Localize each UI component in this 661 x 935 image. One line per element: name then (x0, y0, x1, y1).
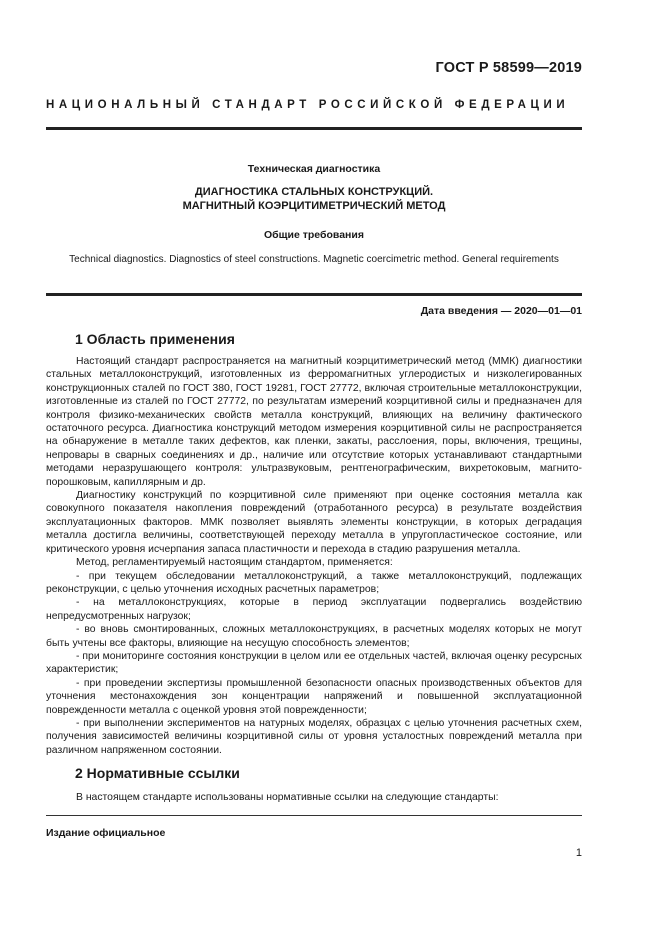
header-divider (46, 127, 582, 130)
page-number: 1 (575, 847, 582, 859)
scope-paragraph: Настоящий стандарт распространяется на магнитный коэрцитиметрический метод (ММК) диагностики стальных металлоконструкций, изготовленных из ферромагнитных углеродистых и низколегированных конструкционных сталей по ГОСТ 380, ГОСТ 19281, ГОСТ 27772, включая строительные металлоконструкции, изготовленные из сталей по ГОСТ 27772, по результатам измерений коэрцитивной силы и предназначен для контроля физико-механических свойств металла конструкций, влияющих на величину фактического остаточного ресурса. Диагностика конструкций методом измерения коэрцитивной силы не распространяется на обнаружение в металле таких дефектов, как пленки, закаты, расслоения, поры, включения, трещины, непровары в сварных соединениях и др., наличие или отсутствие которых устанавливают стандартными методами неразрушающего контроля: ультразвуковым, рентгенографическим, вихретоковым, магнито-порошковым, капиллярным и др. (46, 356, 582, 488)
section-2-heading: 2 Нормативные ссылки (75, 765, 240, 781)
footer-divider (46, 815, 582, 816)
section-1-body (46, 355, 582, 757)
document-subtitle: Общие требования (264, 229, 364, 241)
application-item: - при текущем обследовании металлоконструкций, а также металлоконструкций, подлежащих реконструкции, с целью уточнения исходных расчетных параметров; (46, 570, 582, 595)
title-divider (46, 293, 582, 296)
application-item: - на металлоконструкциях, которые в период эксплуатации подвергались воздействию непредусмотренных нагрузок; (46, 597, 582, 622)
national-standard-banner: НАЦИОНАЛЬНЫЙ СТАНДАРТ РОССИЙСКОЙ ФЕДЕРАЦИИ (46, 99, 570, 111)
document-code: ГОСТ Р 58599—2019 (435, 60, 582, 76)
section-2-body (46, 791, 582, 804)
diagnostics-paragraph: Диагностику конструкций по коэрцитивной силе применяют при оценке состояния металла как совокупного показателя накопления повреждений (отработанного ресурса) в результате воздействия эксплуатационных факторов. ММК позволяет выявлять элементы конструкции, в которых деградация металла достигла величины, соответствующей переходу металла в упругопластическое состояние, или критического уровня исчерпания запаса пластичности и перехода в стадию разрушения металла. (46, 490, 582, 555)
application-item: - при выполнении экспериментов на натурных моделях, образцах с целью уточнения расчетных схем, получения зависимостей величины коэрцитивной силы от уровня усталостных повреждений металла при различном напряженном состоянии. (46, 717, 582, 756)
application-item: - при проведении экспертизы промышленной безопасности опасных производственных объектов для уточнения местонахождения зон концентрации напряжений и повышенной эксплуатационной поврежденности металла с оценкой уровня этой поврежденности; (46, 677, 582, 716)
subject-line: Техническая диагностика (247, 163, 381, 175)
document-title-line-1: ДИАГНОСТИКА СТАЛЬНЫХ КОНСТРУКЦИЙ. (194, 186, 434, 198)
official-edition-label: Издание официальное (46, 827, 166, 839)
section-1-heading: 1 Область применения (75, 331, 235, 347)
method-application-intro: Метод, регламентируемый настоящим стандартом, применяется: (76, 557, 393, 569)
introduction-date: Дата введения — 2020—01—01 (420, 305, 582, 317)
english-title: Technical diagnostics. Diagnostics of steel constructions. Magnetic coercimetric method. General requirements (69, 254, 559, 265)
normative-references-paragraph: В настоящем стандарте использованы нормативные ссылки на следующие стандарты: (76, 792, 499, 803)
application-item: - во вновь смонтированных, сложных металлоконструкциях, в расчетных моделях которых не могут быть учтены все факторы, влияющие на несущую способность элементов; (46, 624, 582, 649)
document-title-line-2: МАГНИТНЫЙ КОЭРЦИТИМЕТРИЧЕСКИЙ МЕТОД (182, 200, 446, 212)
application-item: - при мониторинге состояния конструкции в целом или ее отдельных частей, включая оценку ресурсных характеристик; (46, 650, 582, 676)
